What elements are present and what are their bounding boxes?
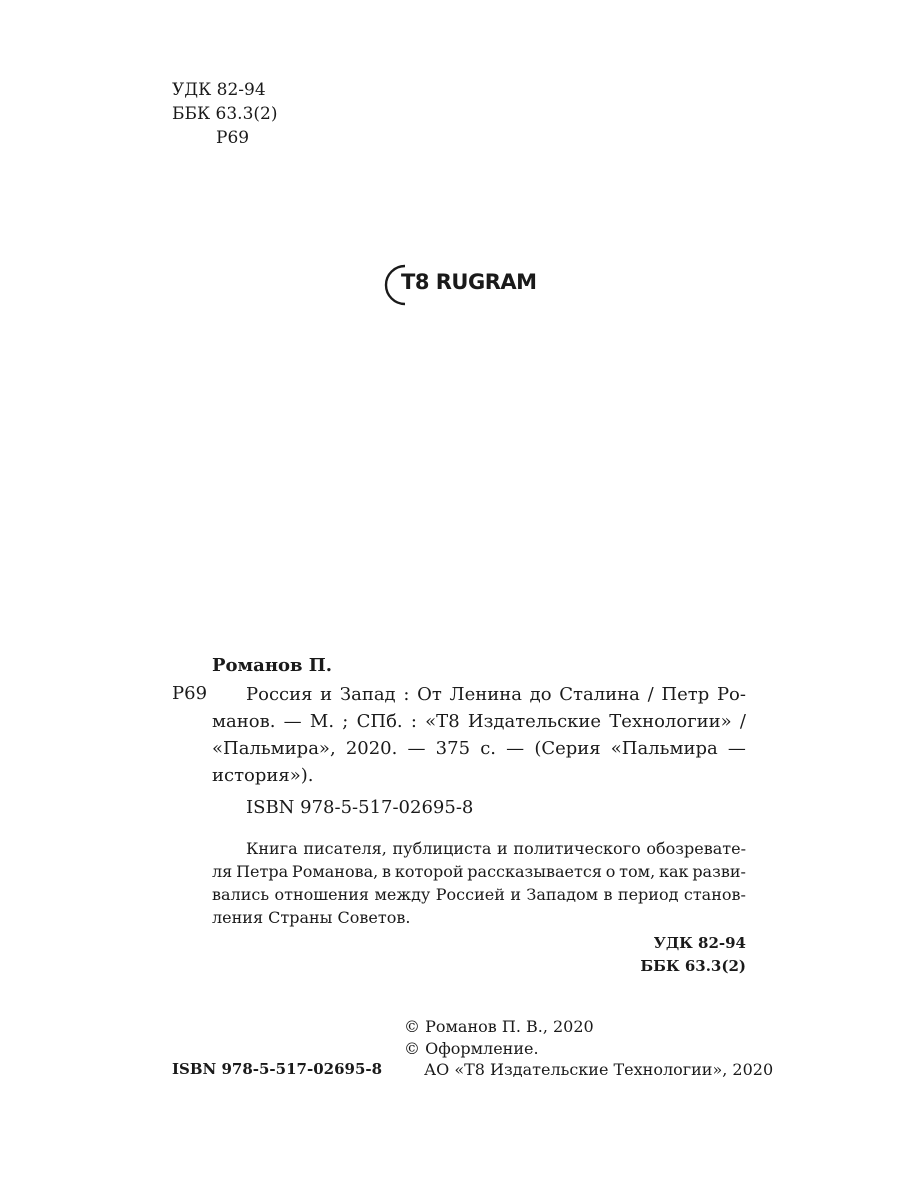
catalog-line: «Пальмира», 2020. — 375 с. — (Серия «Пальмира — — [212, 738, 746, 759]
publisher-logo — [383, 263, 543, 307]
annotation — [212, 837, 746, 929]
classification-udk: УДК 82-94 — [653, 934, 746, 952]
catalog-mark: Р69 — [172, 683, 208, 704]
copyright-author: © Романов П. В., 2020 — [404, 1017, 594, 1036]
annotation-line: ля Петра Романова, в которой рассказывается о том, как разви- — [212, 862, 746, 881]
annotation-line-last: ления Страны Советов. — [212, 908, 411, 927]
imprint-isbn: ISBN 978-5-517-02695-8 — [172, 1060, 383, 1078]
bbk-code: ББК 63.3(2) — [172, 104, 278, 124]
udk-code: УДК 82-94 — [172, 80, 266, 100]
catalog-author: Романов П. — [212, 655, 333, 676]
logo-text: T8 RUGRAM — [401, 270, 537, 294]
catalog-isbn: ISBN 978-5-517-02695-8 — [246, 797, 474, 818]
catalog-line: манов. — М. ; СПб. : «Т8 Издательские Технологии» / — [212, 711, 746, 732]
annotation-line: вались отношения между Россией и Западом в период станов- — [212, 885, 746, 904]
author-mark: Р69 — [216, 128, 250, 148]
catalog-line-last: история»). — [212, 765, 314, 786]
publisher-line: АО «Т8 Издательские Технологии», 2020 — [424, 1060, 774, 1079]
copyright-design: © Оформление. — [404, 1039, 539, 1058]
annotation-line: Книга писателя, публициста и политического обозревате- — [246, 839, 746, 858]
classification-bbk: ББК 63.3(2) — [640, 957, 746, 975]
catalog-line: Россия и Запад : От Ленина до Сталина / Петр Ро- — [246, 684, 746, 705]
catalog-entry — [212, 681, 746, 789]
